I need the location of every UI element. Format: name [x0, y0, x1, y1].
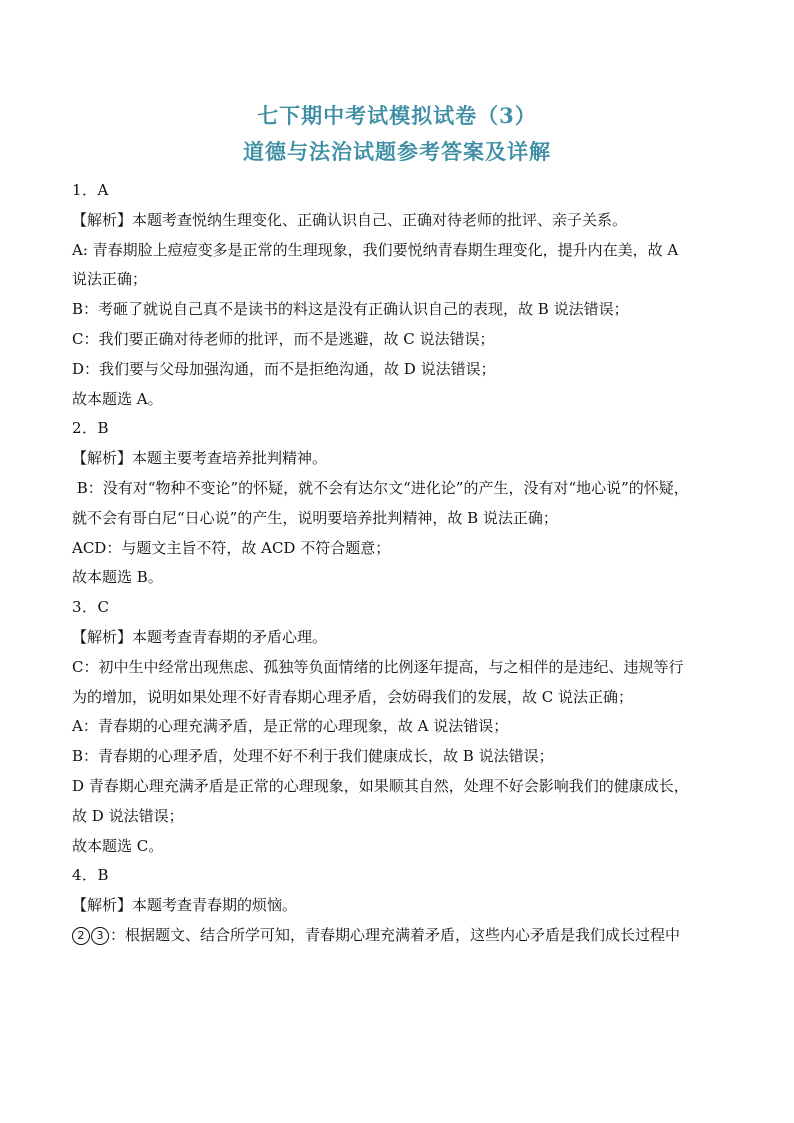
answer-line: ACD：与题文主旨不符，故 ACD 不符合题意； — [72, 538, 391, 557]
answer-line: 为的增加，说明如果处理不好青春期心理矛盾，会妨碍我们的发展，故 C 说法正确； — [72, 687, 634, 706]
question-number: 2．B — [72, 419, 110, 438]
answer-line: 故 D 说法错误； — [72, 806, 184, 825]
answer-line: B：没有对“物种不变论”的怀疑，就不会有达尔文“进化论”的产生，没有对“地心说”的怀疑， — [72, 478, 689, 497]
question-number: 3．C — [72, 598, 110, 617]
answer-line: C：初中生中经常出现焦虑、孤独等负面情绪的比例逐年提高，与之相伴的是违纪、违规等行 — [72, 657, 684, 676]
answer-line: 故本题选 C。 — [72, 836, 164, 855]
circled-number-3: 3 — [91, 927, 109, 945]
answer-line: 故本题选 B。 — [72, 568, 163, 587]
answer-line: D：我们要与父母加强沟通，而不是拒绝沟通，故 D 说法错误； — [72, 359, 496, 378]
answer-line: 说法正确； — [72, 270, 148, 289]
analysis-line: 【解析】本题考查青春期的矛盾心理。 — [72, 627, 328, 646]
analysis-line: 【解析】本题考查悦纳生理变化、正确认识自己、正确对待老师的批评、亲子关系。 — [72, 210, 628, 229]
answer-line: 就不会有哥白尼“日心说”的产生，说明要培养批判精神，故 B 说法正确； — [72, 508, 558, 527]
answer-line: 故本题选 A。 — [72, 389, 163, 408]
question-number: 4．B — [72, 866, 110, 885]
answer-line — [72, 921, 722, 951]
answer-line: B：青春期的心理矛盾，处理不好不利于我们健康成长，故 B 说法错误； — [72, 747, 554, 766]
analysis-line: 【解析】本题考查青春期的烦恼。 — [72, 896, 298, 915]
answer-line: D 青春期心理充满矛盾是正常的心理现象，如果顺其自然，处理不好会影响我们的健康成长， — [72, 776, 689, 795]
answer-text: ：根据题文、结合所学可知，青春期心理充满着矛盾，这些内心矛盾是我们成长过程中 — [110, 925, 681, 944]
answer-line: A：青春期的心理充满矛盾，是正常的心理现象，故 A 说法错误； — [72, 717, 509, 736]
doc-subtitle: 道德与法治试题参考答案及详解 — [243, 139, 551, 164]
question-number: 1．A — [72, 181, 109, 199]
analysis-line: 【解析】本题主要考查培养批判精神。 — [72, 449, 328, 468]
answer-line: C：我们要正确对待老师的批评，而不是逃避，故 C 说法错误； — [72, 329, 495, 348]
answer-line: B：考砸了就说自己真不是读书的料这是没有正确认识自己的表现，故 B 说法错误； — [72, 300, 629, 319]
circled-number-2: 2 — [72, 927, 90, 945]
answer-line: A: 青春期脸上痘痘变多是正常的生理现象，我们要悦纳青春期生理变化，提升内在美，故 A — [72, 240, 679, 259]
doc-title: 七下期中考试模拟试卷（3） — [257, 103, 537, 128]
